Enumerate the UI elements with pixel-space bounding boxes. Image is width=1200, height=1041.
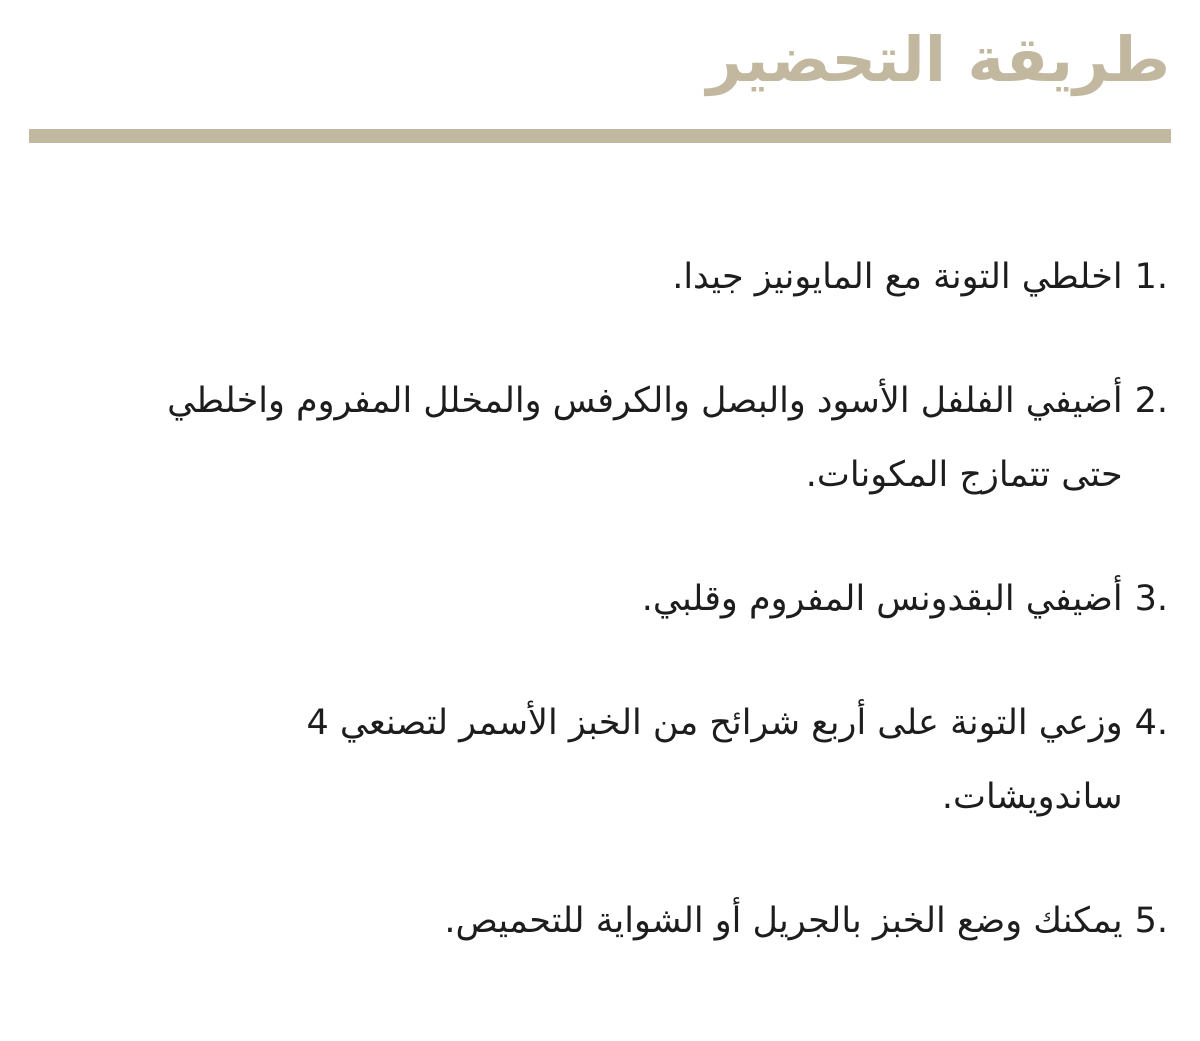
step-text: اخلطي التونة مع المايونيز جيدا. xyxy=(672,257,1123,297)
steps-list xyxy=(118,240,1168,1008)
step-number: 3. xyxy=(1134,579,1168,619)
step-item xyxy=(118,884,1168,958)
step-number: 5. xyxy=(1134,901,1168,941)
step-item xyxy=(118,364,1168,512)
section-title: طريقة التحضير xyxy=(706,23,1170,96)
step-text: وزعي التونة على أربع شرائح من الخبز الأسمر لتصنعي 4 ساندويشات. xyxy=(306,703,1123,817)
step-number: 1. xyxy=(1134,257,1168,297)
step-item xyxy=(118,686,1168,834)
step-item xyxy=(118,240,1168,314)
step-text: أضيفي البقدونس المفروم وقلبي. xyxy=(641,579,1123,619)
step-item xyxy=(118,562,1168,636)
step-number: 2. xyxy=(1134,381,1168,421)
step-text: يمكنك وضع الخبز بالجريل أو الشواية للتحميص. xyxy=(444,901,1123,941)
step-number: 4. xyxy=(1134,703,1168,743)
step-text: أضيفي الفلفل الأسود والبصل والكرفس والمخلل المفروم واخلطي حتى تتمازج المكونات. xyxy=(167,381,1123,495)
title-divider xyxy=(29,129,1171,143)
